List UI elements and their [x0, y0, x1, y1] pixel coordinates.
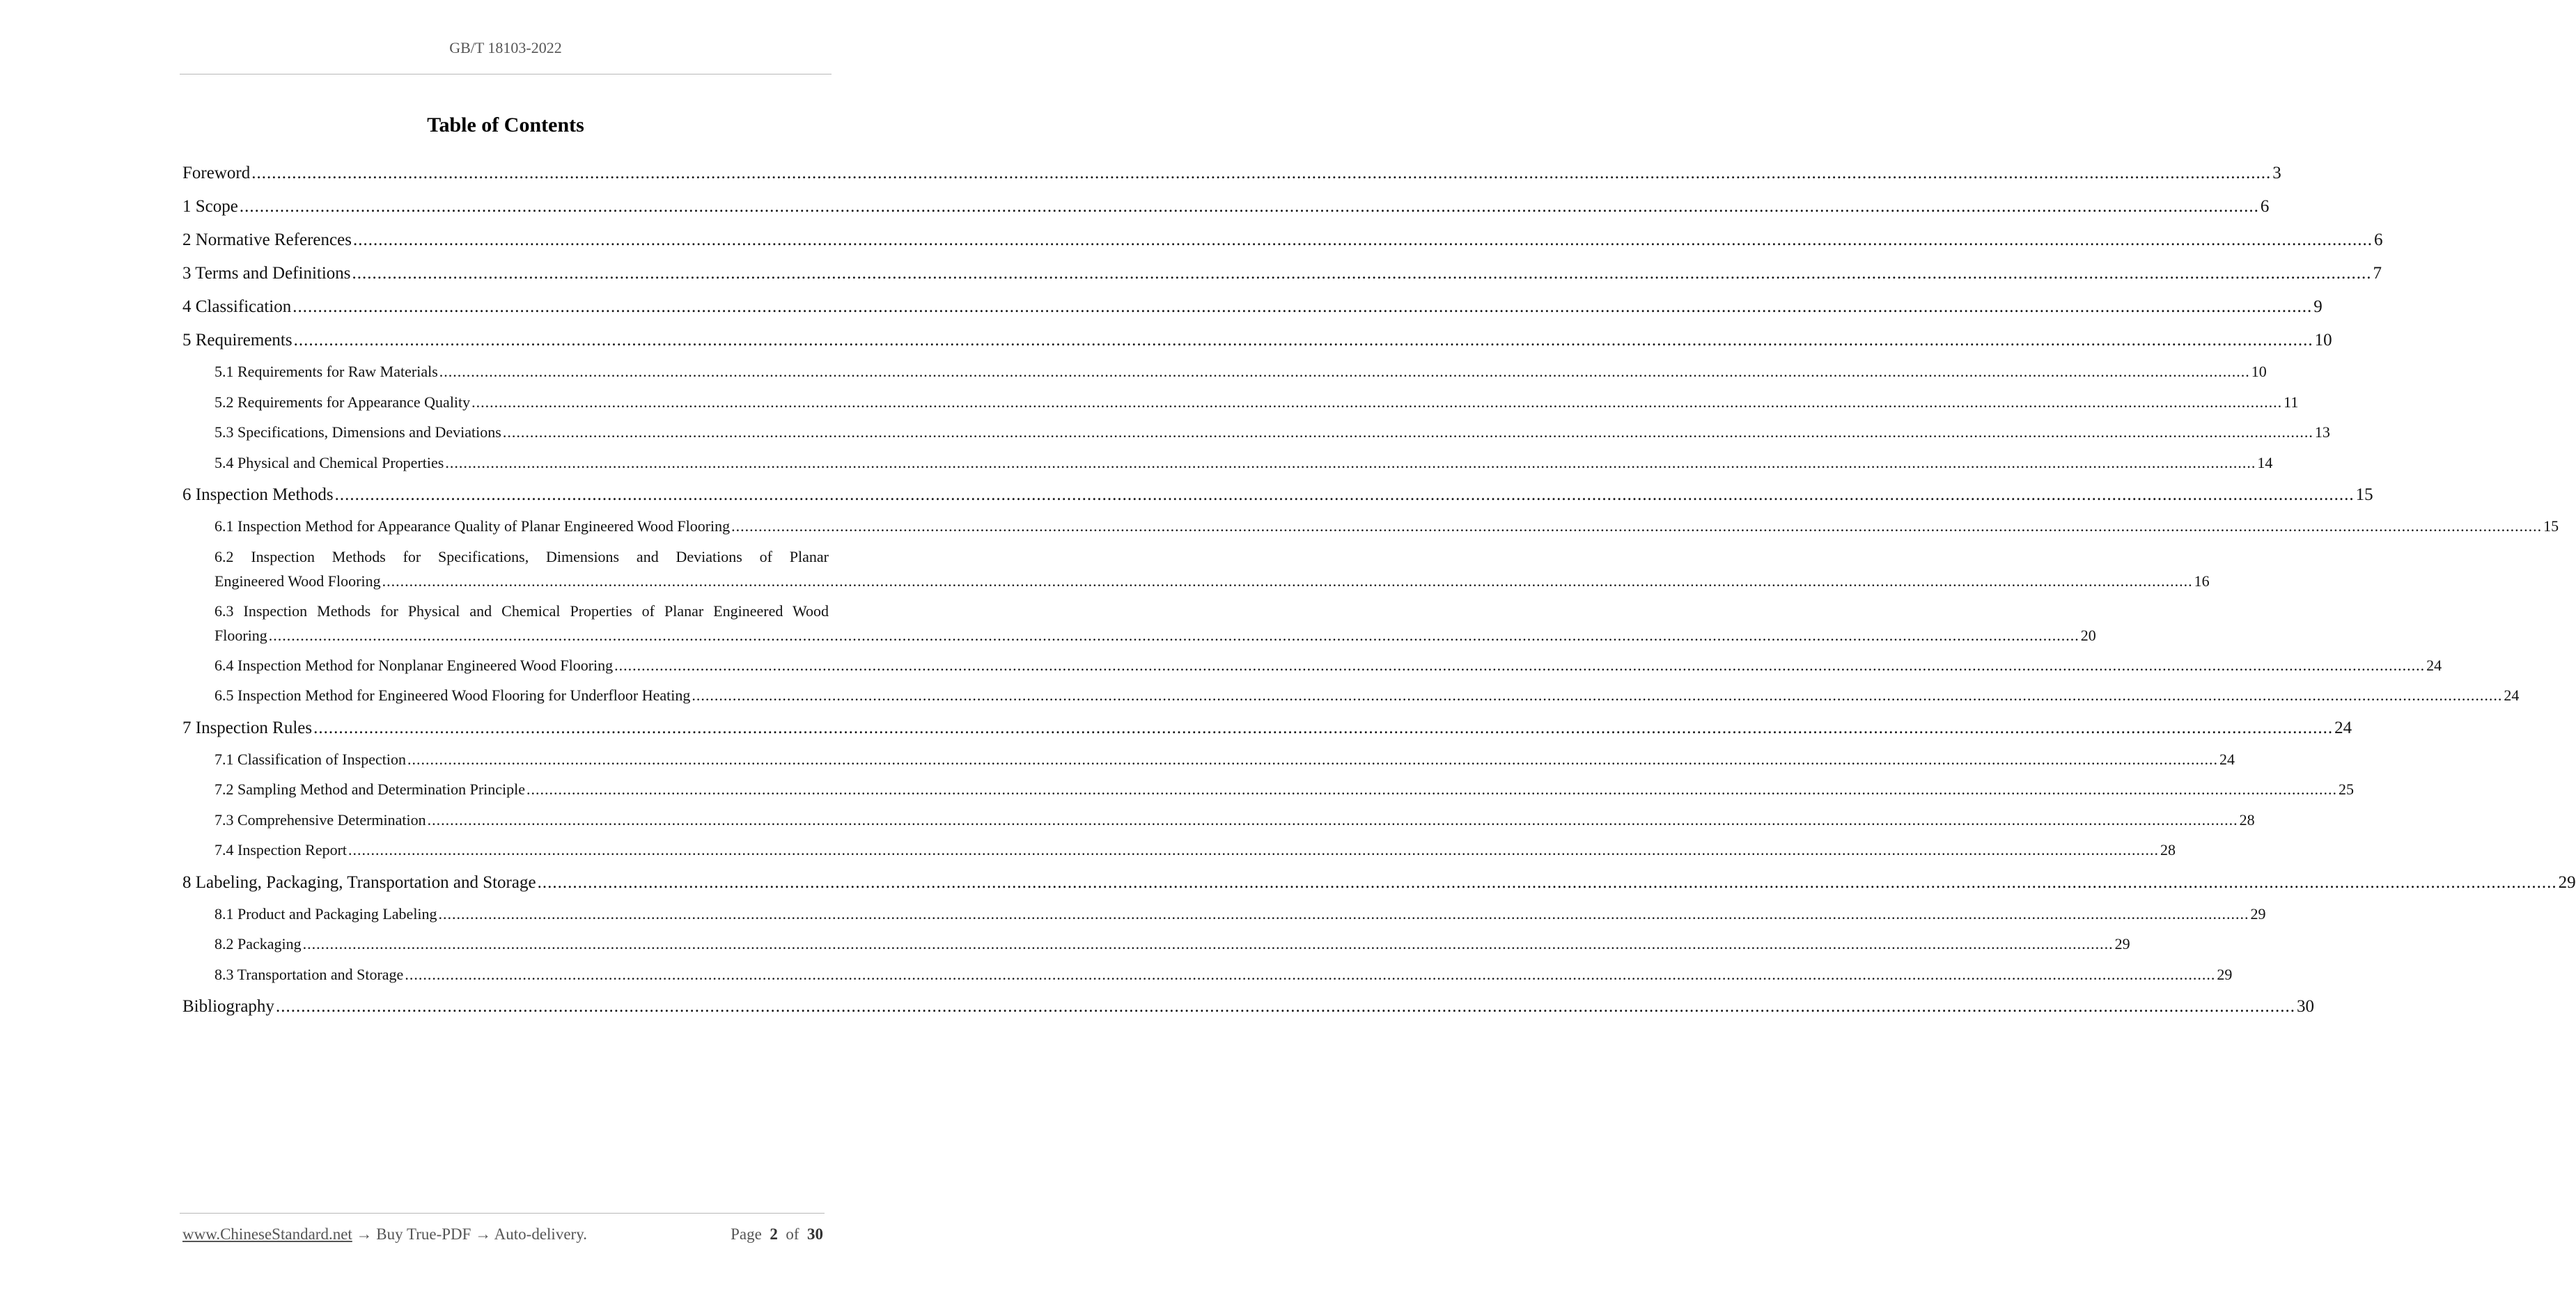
toc-entry-page: 29 — [2217, 965, 2233, 983]
toc-entry-title-line1: 6.3 Inspection Methods for Physical and Chemical Properties of Planar Engineered Wood — [214, 602, 829, 620]
toc-entry[interactable] — [182, 192, 2270, 226]
current-page: 2 — [770, 1225, 778, 1243]
toc-entry-title: Engineered Wood Flooring — [214, 572, 381, 590]
toc-entry[interactable] — [182, 359, 2267, 390]
toc-entry-page: 10 — [2314, 331, 2332, 350]
toc-entry-page: 14 — [2257, 453, 2273, 471]
dot-leader: ................................................................................................................................................................................................................................................................................................................................................................................................................ — [348, 841, 2160, 858]
dot-leader: ................................................................................................................................................................................................................................................................................................................................................................................................................ — [405, 965, 2216, 983]
toc-entry[interactable] — [182, 653, 2442, 684]
toc-entry-page: 29 — [2558, 872, 2576, 892]
toc-entry-page: 29 — [2114, 935, 2130, 952]
toc-entry-title: 8 Labeling, Packaging, Transportation and Storage — [182, 872, 536, 892]
toc-entry-title: 7.3 Comprehensive Determination — [214, 810, 426, 829]
toc-entry-page: 29 — [2250, 904, 2266, 923]
toc-entry-title: 8.2 Packaging — [214, 935, 302, 952]
toc-entry[interactable] — [182, 390, 2299, 421]
dot-leader: ................................................................................................................................................................................................................................................................................................................................................................................................................ — [275, 997, 2295, 1016]
toc-entry-title: 7.4 Inspection Report — [214, 841, 348, 858]
toc-entry-title: Bibliography — [182, 997, 274, 1016]
toc-entry-title: 6.5 Inspection Method for Engineered Wood Flooring for Underfloor Heating — [214, 687, 691, 704]
toc-entry-title: 2 Normative References — [182, 230, 352, 249]
dot-leader: ................................................................................................................................................................................................................................................................................................................................................................................................................ — [692, 687, 2503, 704]
dot-leader: ................................................................................................................................................................................................................................................................................................................................................................................................................ — [292, 297, 2313, 316]
toc-entry[interactable] — [182, 932, 2130, 962]
toc-entry[interactable] — [182, 962, 2233, 993]
page-footer — [182, 1225, 823, 1244]
toc-entry-title: 5.1 Requirements for Raw Materials — [214, 363, 438, 380]
toc-entry-title: 6.4 Inspection Method for Nonplanar Engineered Wood Flooring — [214, 656, 614, 674]
toc-entry-title: 4 Classification — [182, 297, 292, 316]
toc-entry[interactable] — [182, 902, 2266, 932]
toc-entry-page: 24 — [2426, 656, 2442, 674]
toc-entry[interactable] — [214, 569, 2210, 593]
toc-entry-title: 8.3 Transportation and Storage — [214, 965, 404, 983]
toc-entry-page: 15 — [2543, 517, 2559, 535]
toc-entry-title: 8.1 Product and Packaging Labeling — [214, 904, 437, 923]
table-of-contents — [182, 159, 2576, 1026]
toc-entry[interactable] — [214, 623, 2096, 648]
toc-entry[interactable] — [182, 420, 2330, 450]
arrow-icon: → — [475, 1225, 492, 1243]
toc-entry-page: 20 — [2080, 626, 2096, 644]
dot-leader: ................................................................................................................................................................................................................................................................................................................................................................................................................ — [382, 572, 2193, 590]
toc-entry-page: 9 — [2313, 297, 2323, 316]
document-header: GB/T 18103-2022 — [449, 39, 562, 56]
page-word: Page — [731, 1225, 762, 1243]
dot-leader: ................................................................................................................................................................................................................................................................................................................................................................................................................ — [352, 264, 2372, 283]
toc-entry-title: Foreword — [182, 164, 251, 182]
toc-entry-page: 3 — [2272, 164, 2281, 182]
toc-entry-page: 30 — [2296, 997, 2314, 1016]
toc-entry-title: 5.3 Specifications, Dimensions and Deviations — [214, 423, 501, 441]
toc-entry-title: 6.1 Inspection Method for Appearance Quality of Planar Engineered Wood Flooring — [214, 517, 731, 535]
dot-leader: ................................................................................................................................................................................................................................................................................................................................................................................................................ — [731, 517, 2543, 535]
dot-leader: ................................................................................................................................................................................................................................................................................................................................................................................................................ — [537, 872, 2557, 892]
dot-leader: ................................................................................................................................................................................................................................................................................................................................................................................................................ — [268, 626, 2079, 644]
dot-leader: ................................................................................................................................................................................................................................................................................................................................................................................................................ — [302, 935, 2114, 952]
delivery-text: Auto-delivery. — [494, 1225, 587, 1243]
dot-leader: ................................................................................................................................................................................................................................................................................................................................................................................................................ — [439, 363, 2250, 380]
dot-leader: ................................................................................................................................................................................................................................................................................................................................................................................................................ — [334, 485, 2355, 504]
footer-promo — [182, 1225, 587, 1244]
total-pages: 30 — [807, 1225, 823, 1243]
toc-entry[interactable] — [182, 480, 2373, 514]
toc-entry-page: 11 — [2284, 393, 2299, 411]
toc-entry-title: Flooring — [214, 626, 267, 644]
toc-entry[interactable] — [182, 159, 2281, 192]
toc-entry-title: 5 Requirements — [182, 331, 292, 350]
toc-entry[interactable] — [182, 450, 2273, 481]
toc-entry[interactable] — [182, 292, 2323, 326]
toc-entry-page: 7 — [2373, 264, 2382, 283]
arrow-icon: → — [356, 1225, 373, 1243]
buy-text: Buy True-PDF — [376, 1225, 471, 1243]
website-link[interactable]: www.ChineseStandard.net — [182, 1225, 352, 1243]
toc-entry-title-line1: 6.2 Inspection Methods for Specifications, Dimensions and Deviations of Planar — [214, 547, 829, 565]
dot-leader: ................................................................................................................................................................................................................................................................................................................................................................................................................ — [614, 656, 2426, 674]
toc-entry[interactable] — [182, 992, 2314, 1026]
toc-entry-title: 6 Inspection Methods — [182, 485, 334, 504]
toc-entry[interactable] — [182, 808, 2255, 838]
toc-entry-multiline[interactable] — [182, 599, 2096, 653]
dot-leader: ................................................................................................................................................................................................................................................................................................................................................................................................................ — [427, 810, 2238, 829]
toc-entry[interactable] — [182, 747, 2235, 778]
toc-entry-page: 6 — [2373, 230, 2383, 249]
toc-entry-multiline[interactable] — [182, 544, 2210, 599]
toc-entry[interactable] — [182, 777, 2355, 808]
dot-leader: ................................................................................................................................................................................................................................................................................................................................................................................................................ — [251, 164, 2272, 182]
toc-entry[interactable] — [182, 514, 2559, 544]
dot-leader: ................................................................................................................................................................................................................................................................................................................................................................................................................ — [526, 781, 2338, 798]
dot-leader: ................................................................................................................................................................................................................................................................................................................................................................................................................ — [502, 423, 2313, 441]
toc-entry-page: 28 — [2239, 810, 2255, 829]
toc-entry[interactable] — [182, 226, 2383, 259]
dot-leader: ................................................................................................................................................................................................................................................................................................................................................................................................................ — [313, 718, 2334, 737]
toc-entry-title: 7.1 Classification of Inspection — [214, 750, 406, 768]
toc-entry[interactable] — [182, 683, 2520, 714]
dot-leader: ................................................................................................................................................................................................................................................................................................................................................................................................................ — [352, 230, 2373, 249]
toc-entry[interactable] — [182, 838, 2176, 868]
toc-entry-title: 3 Terms and Definitions — [182, 264, 351, 283]
toc-entry-page: 16 — [2194, 572, 2210, 590]
toc-entry[interactable] — [182, 714, 2352, 747]
dot-leader: ................................................................................................................................................................................................................................................................................................................................................................................................................ — [239, 197, 2259, 216]
toc-entry-page: 24 — [2504, 687, 2520, 704]
toc-entry-page: 13 — [2314, 423, 2330, 441]
dot-leader: ................................................................................................................................................................................................................................................................................................................................................................................................................ — [471, 393, 2283, 411]
toc-entry-title: 7.2 Sampling Method and Determination Principle — [214, 781, 526, 798]
dot-leader: ................................................................................................................................................................................................................................................................................................................................................................................................................ — [293, 331, 2313, 350]
toc-entry-page: 25 — [2339, 781, 2355, 798]
dot-leader: ................................................................................................................................................................................................................................................................................................................................................................................................................ — [438, 904, 2249, 923]
toc-entry[interactable] — [182, 868, 2576, 902]
toc-entry-page: 10 — [2251, 363, 2267, 380]
footer-divider — [180, 1213, 825, 1214]
toc-entry-page: 6 — [2260, 197, 2270, 216]
dot-leader: ................................................................................................................................................................................................................................................................................................................................................................................................................ — [407, 750, 2218, 768]
toc-entry-title: 7 Inspection Rules — [182, 718, 313, 737]
toc-entry-page: 24 — [2219, 750, 2235, 768]
toc-entry[interactable] — [182, 326, 2332, 359]
toc-entry-title: 5.4 Physical and Chemical Properties — [214, 453, 444, 471]
toc-entry-title: 5.2 Requirements for Appearance Quality — [214, 393, 471, 411]
toc-entry-page: 24 — [2334, 718, 2352, 737]
toc-entry[interactable] — [182, 259, 2382, 292]
toc-entry-title: 1 Scope — [182, 197, 238, 216]
of-word: of — [786, 1225, 799, 1243]
toc-entry-page: 15 — [2355, 485, 2373, 504]
page-counter — [731, 1225, 823, 1244]
dot-leader: ................................................................................................................................................................................................................................................................................................................................................................................................................ — [445, 453, 2256, 471]
toc-title: Table of Contents — [427, 113, 584, 136]
toc-entry-page: 28 — [2160, 841, 2176, 858]
